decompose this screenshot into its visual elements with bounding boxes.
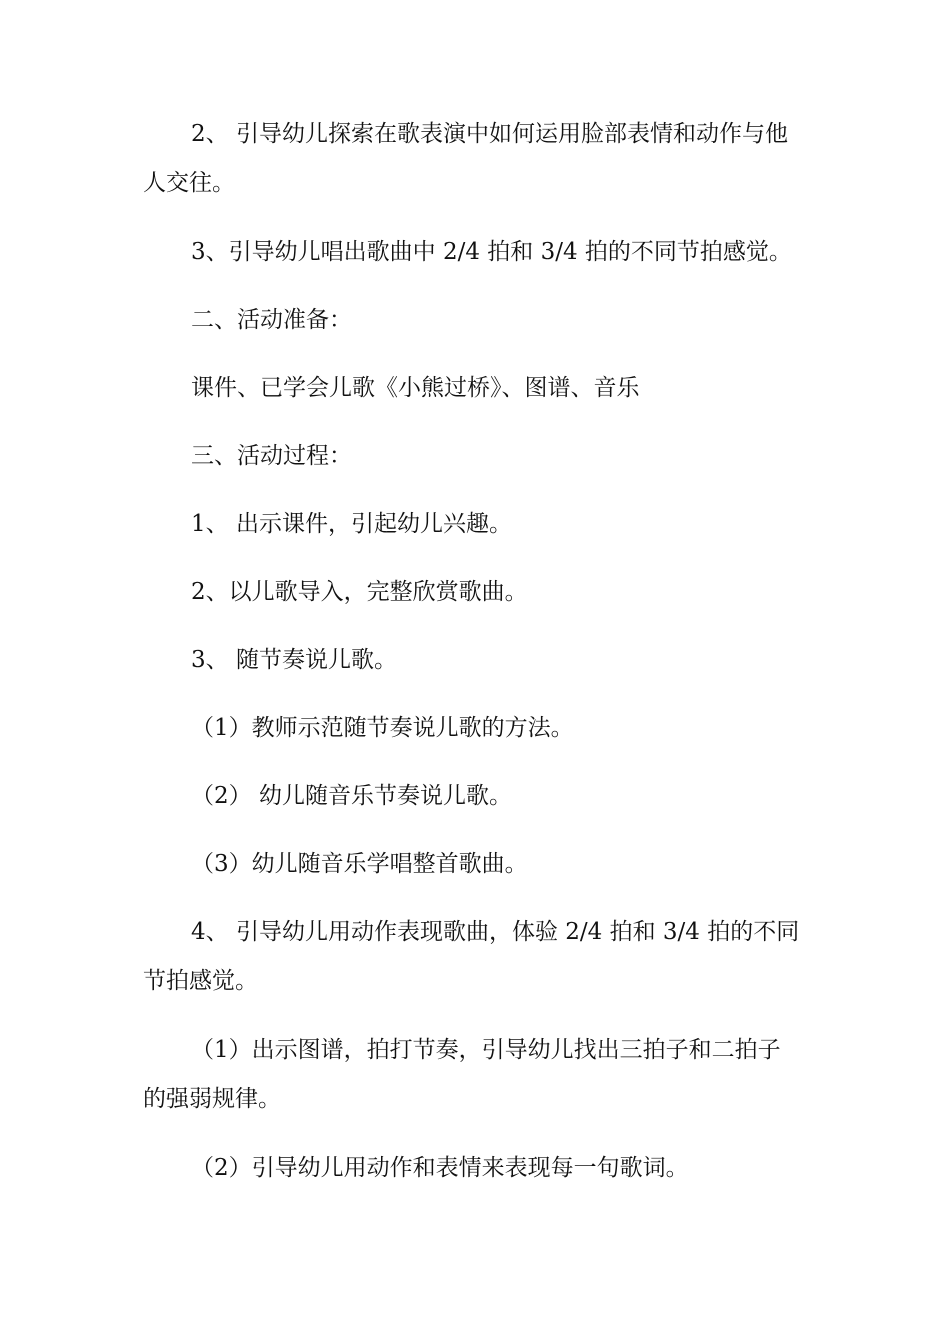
step-1-line: 1、 出示课件，引起幼儿兴趣。: [191, 511, 512, 537]
preparation-materials-line: 课件、已学会儿歌《小熊过桥》、图谱、音乐: [191, 375, 640, 401]
goal-2-line-1: 2、 引导幼儿探索在歌表演中如何运用脸部表情和动作与他: [191, 121, 788, 147]
substep-3-2-line: （2） 幼儿随音乐节奏说儿歌。: [191, 783, 512, 809]
step-2-line: 2、以儿歌导入，完整欣赏歌曲。: [191, 579, 528, 605]
goal-3-line: 3、引导幼儿唱出歌曲中 2/4 拍和 3/4 拍的不同节拍感觉。: [191, 239, 792, 265]
substep-3-1-line: （1）教师示范随节奏说儿歌的方法。: [191, 715, 574, 741]
step-3-line: 3、 随节奏说儿歌。: [191, 647, 397, 673]
step-4-line-2: 节拍感觉。: [143, 968, 258, 994]
goal-2-line-2: 人交往。: [143, 170, 235, 196]
substep-4-2-line: （2）引导幼儿用动作和表情来表现每一句歌词。: [191, 1155, 689, 1181]
step-4-line-1: 4、 引导幼儿用动作表现歌曲，体验 2/4 拍和 3/4 拍的不同: [191, 919, 800, 945]
section-process-heading: 三、活动过程：: [191, 443, 352, 469]
section-preparation-heading: 二、活动准备：: [191, 307, 352, 333]
substep-4-1-line-2: 的强弱规律。: [143, 1086, 281, 1112]
substep-3-3-line: （3）幼儿随音乐学唱整首歌曲。: [191, 851, 528, 877]
substep-4-1-line-1: （1）出示图谱，拍打节奏，引导幼儿找出三拍子和二拍子: [191, 1037, 781, 1063]
